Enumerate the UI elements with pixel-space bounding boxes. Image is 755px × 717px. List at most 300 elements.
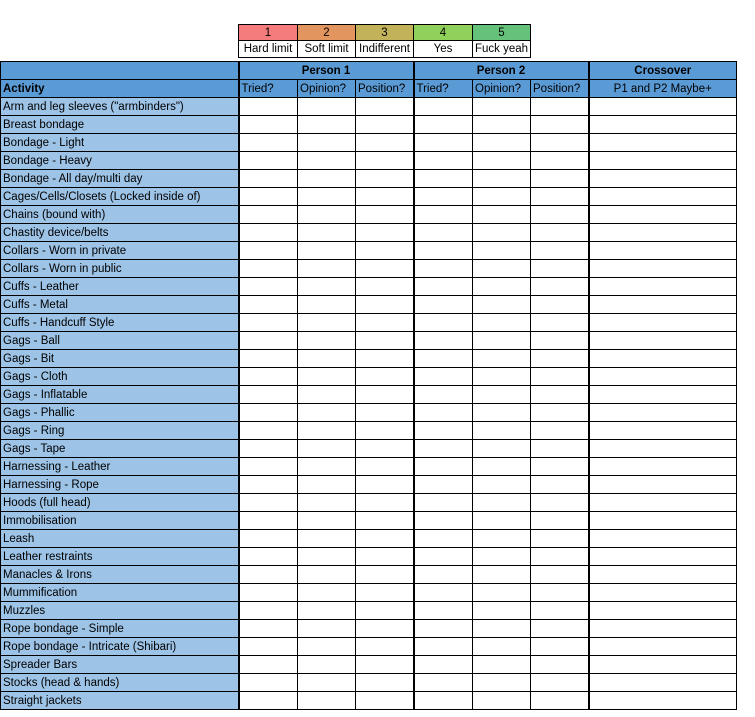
p2-opinion-header[interactable]: Opinion? xyxy=(473,80,531,98)
activity-name-cell[interactable]: Cuffs - Leather xyxy=(1,278,239,296)
crossover-cell[interactable] xyxy=(589,368,737,386)
p2-position-cell[interactable] xyxy=(531,638,589,656)
crossover-cell[interactable] xyxy=(589,242,737,260)
p2-tried-cell[interactable] xyxy=(414,458,473,476)
p1-position-cell[interactable] xyxy=(356,422,414,440)
activity-row xyxy=(1,116,737,134)
crossover-cell[interactable] xyxy=(589,476,737,494)
p2-opinion-cell[interactable] xyxy=(473,620,531,638)
p1-opinion-cell[interactable] xyxy=(298,242,356,260)
p1-opinion-cell[interactable] xyxy=(298,260,356,278)
p2-opinion-cell[interactable] xyxy=(473,494,531,512)
p2-tried-cell[interactable] xyxy=(414,296,473,314)
header-blank-cell[interactable] xyxy=(1,62,239,80)
p1-tried-cell[interactable] xyxy=(239,350,298,368)
p2-position-cell[interactable] xyxy=(531,422,589,440)
p2-opinion-cell[interactable] xyxy=(473,368,531,386)
p1-opinion-cell[interactable] xyxy=(298,278,356,296)
p2-opinion-cell[interactable] xyxy=(473,332,531,350)
p1-tried-cell[interactable] xyxy=(239,368,298,386)
p1-opinion-header[interactable]: Opinion? xyxy=(298,80,356,98)
p1-tried-cell[interactable] xyxy=(239,638,298,656)
p2-position-cell[interactable] xyxy=(531,296,589,314)
p1-opinion-cell[interactable] xyxy=(298,296,356,314)
p1-opinion-cell[interactable] xyxy=(298,638,356,656)
crossover-cell[interactable] xyxy=(589,260,737,278)
p1-opinion-cell[interactable] xyxy=(298,566,356,584)
crossover-cell[interactable] xyxy=(589,188,737,206)
p1-tried-cell[interactable] xyxy=(239,188,298,206)
p2-opinion-cell[interactable] xyxy=(473,458,531,476)
p2-tried-cell[interactable] xyxy=(414,386,473,404)
p2-opinion-cell[interactable] xyxy=(473,260,531,278)
p2-tried-cell[interactable] xyxy=(414,260,473,278)
legend-number-2[interactable]: 2 xyxy=(298,25,356,41)
p1-tried-cell[interactable] xyxy=(239,224,298,242)
activity-name-cell[interactable]: Cages/Cells/Closets (Locked inside of) xyxy=(1,188,239,206)
p1-opinion-cell[interactable] xyxy=(298,548,356,566)
p2-tried-cell[interactable] xyxy=(414,206,473,224)
activity-row xyxy=(1,296,737,314)
p2-opinion-cell[interactable] xyxy=(473,224,531,242)
p1-tried-cell[interactable] xyxy=(239,512,298,530)
p1-tried-cell[interactable] xyxy=(239,548,298,566)
p1-tried-cell[interactable] xyxy=(239,170,298,188)
activity-name-cell[interactable]: Gags - Inflatable xyxy=(1,386,239,404)
p1-position-cell[interactable] xyxy=(356,116,414,134)
p1-opinion-cell[interactable] xyxy=(298,674,356,692)
p2-tried-cell[interactable] xyxy=(414,116,473,134)
p1-tried-cell[interactable] xyxy=(239,332,298,350)
p1-opinion-cell[interactable] xyxy=(298,98,356,116)
activity-row xyxy=(1,692,737,710)
p2-position-cell[interactable] xyxy=(531,548,589,566)
p1-tried-cell[interactable] xyxy=(239,692,298,710)
p1-tried-cell[interactable] xyxy=(239,494,298,512)
p1-position-cell[interactable] xyxy=(356,368,414,386)
p2-position-cell[interactable] xyxy=(531,350,589,368)
p1-opinion-cell[interactable] xyxy=(298,224,356,242)
p1-tried-cell[interactable] xyxy=(239,278,298,296)
p1-opinion-cell[interactable] xyxy=(298,530,356,548)
p1-tried-header[interactable]: Tried? xyxy=(239,80,298,98)
p2-tried-cell[interactable] xyxy=(414,134,473,152)
p1-tried-cell[interactable] xyxy=(239,386,298,404)
p1-position-cell[interactable] xyxy=(356,656,414,674)
p2-opinion-cell[interactable] xyxy=(473,548,531,566)
p2-opinion-cell[interactable] xyxy=(473,134,531,152)
p1-tried-cell[interactable] xyxy=(239,116,298,134)
p1-opinion-cell[interactable] xyxy=(298,602,356,620)
p2-tried-header[interactable]: Tried? xyxy=(414,80,473,98)
p2-opinion-cell[interactable] xyxy=(473,404,531,422)
activity-name-cell[interactable]: Stocks (head & hands) xyxy=(1,674,239,692)
p2-position-cell[interactable] xyxy=(531,332,589,350)
activity-name-cell[interactable]: Bondage - All day/multi day xyxy=(1,170,239,188)
legend-label-1[interactable]: Hard limit xyxy=(239,41,298,58)
p2-position-cell[interactable] xyxy=(531,116,589,134)
p2-tried-cell[interactable] xyxy=(414,512,473,530)
legend-number-4[interactable]: 4 xyxy=(414,25,473,41)
crossover-cell[interactable] xyxy=(589,620,737,638)
activity-name-cell[interactable]: Bondage - Light xyxy=(1,134,239,152)
crossover-cell[interactable] xyxy=(589,440,737,458)
crossover-cell[interactable] xyxy=(589,116,737,134)
crossover-cell[interactable] xyxy=(589,224,737,242)
p2-opinion-cell[interactable] xyxy=(473,602,531,620)
p2-opinion-cell[interactable] xyxy=(473,206,531,224)
p1-opinion-cell[interactable] xyxy=(298,170,356,188)
p2-position-cell[interactable] xyxy=(531,494,589,512)
p1-tried-cell[interactable] xyxy=(239,458,298,476)
p2-tried-cell[interactable] xyxy=(414,188,473,206)
p2-tried-cell[interactable] xyxy=(414,440,473,458)
p2-position-cell[interactable] xyxy=(531,584,589,602)
p1-opinion-cell[interactable] xyxy=(298,350,356,368)
p1-tried-cell[interactable] xyxy=(239,296,298,314)
p1-position-cell[interactable] xyxy=(356,134,414,152)
p2-tried-cell[interactable] xyxy=(414,692,473,710)
crossover-cell[interactable] xyxy=(589,152,737,170)
activity-row xyxy=(1,152,737,170)
activity-name-cell[interactable]: Rope bondage - Intricate (Shibari) xyxy=(1,638,239,656)
p1-opinion-cell[interactable] xyxy=(298,476,356,494)
crossover-cell[interactable] xyxy=(589,278,737,296)
p2-opinion-cell[interactable] xyxy=(473,512,531,530)
p2-position-cell[interactable] xyxy=(531,440,589,458)
p2-position-cell[interactable] xyxy=(531,512,589,530)
p2-opinion-cell[interactable] xyxy=(473,692,531,710)
p2-position-cell[interactable] xyxy=(531,188,589,206)
p1-tried-cell[interactable] xyxy=(239,422,298,440)
activity-name-cell[interactable]: Gags - Bit xyxy=(1,350,239,368)
p1-position-cell[interactable] xyxy=(356,692,414,710)
crossover-cell[interactable] xyxy=(589,584,737,602)
p1-tried-cell[interactable] xyxy=(239,440,298,458)
crossover-cell[interactable] xyxy=(589,692,737,710)
activity-name-cell[interactable]: Collars - Worn in public xyxy=(1,260,239,278)
crossover-cell[interactable] xyxy=(589,674,737,692)
p1-position-cell[interactable] xyxy=(356,314,414,332)
p2-opinion-cell[interactable] xyxy=(473,530,531,548)
activity-name-cell[interactable]: Rope bondage - Simple xyxy=(1,620,239,638)
p1-position-cell[interactable] xyxy=(356,224,414,242)
p1-position-cell[interactable] xyxy=(356,170,414,188)
p2-tried-cell[interactable] xyxy=(414,314,473,332)
p2-opinion-cell[interactable] xyxy=(473,296,531,314)
p2-position-cell[interactable] xyxy=(531,152,589,170)
p2-opinion-cell[interactable] xyxy=(473,314,531,332)
p2-tried-cell[interactable] xyxy=(414,170,473,188)
p1-position-cell[interactable] xyxy=(356,458,414,476)
p1-position-cell[interactable] xyxy=(356,296,414,314)
activity-name-cell[interactable]: Mummification xyxy=(1,584,239,602)
p1-tried-cell[interactable] xyxy=(239,152,298,170)
p2-opinion-cell[interactable] xyxy=(473,152,531,170)
p2-tried-cell[interactable] xyxy=(414,566,473,584)
p2-position-cell[interactable] xyxy=(531,260,589,278)
crossover-cell[interactable] xyxy=(589,206,737,224)
p1-opinion-cell[interactable] xyxy=(298,584,356,602)
p2-opinion-cell[interactable] xyxy=(473,242,531,260)
activity-name-cell[interactable]: Gags - Tape xyxy=(1,440,239,458)
activity-name-cell[interactable]: Cuffs - Metal xyxy=(1,296,239,314)
activity-name-cell[interactable]: Breast bondage xyxy=(1,116,239,134)
crossover-cell[interactable] xyxy=(589,656,737,674)
p2-position-cell[interactable] xyxy=(531,314,589,332)
p2-position-cell[interactable] xyxy=(531,134,589,152)
p1-opinion-cell[interactable] xyxy=(298,404,356,422)
p1-tried-cell[interactable] xyxy=(239,476,298,494)
activity-name-cell[interactable]: Chastity device/belts xyxy=(1,224,239,242)
crossover-cell[interactable] xyxy=(589,512,737,530)
p2-opinion-cell[interactable] xyxy=(473,476,531,494)
p1-position-header[interactable]: Position? xyxy=(356,80,414,98)
p2-tried-cell[interactable] xyxy=(414,548,473,566)
p2-tried-cell[interactable] xyxy=(414,278,473,296)
legend-label-2[interactable]: Soft limit xyxy=(298,41,356,58)
activity-name-cell[interactable]: Hoods (full head) xyxy=(1,494,239,512)
p2-opinion-cell[interactable] xyxy=(473,584,531,602)
crossover-cell[interactable] xyxy=(589,548,737,566)
p2-position-cell[interactable] xyxy=(531,368,589,386)
p2-position-cell[interactable] xyxy=(531,458,589,476)
crossover-cell[interactable] xyxy=(589,314,737,332)
p1-position-cell[interactable] xyxy=(356,512,414,530)
p1-tried-cell[interactable] xyxy=(239,98,298,116)
p2-tried-cell[interactable] xyxy=(414,494,473,512)
activity-name-cell[interactable]: Chains (bound with) xyxy=(1,206,239,224)
activity-name-cell[interactable]: Spreader Bars xyxy=(1,656,239,674)
p1-position-cell[interactable] xyxy=(356,278,414,296)
activity-name-cell[interactable]: Gags - Phallic xyxy=(1,404,239,422)
activity-column-header[interactable]: Activity xyxy=(1,80,239,98)
p1-tried-cell[interactable] xyxy=(239,134,298,152)
p1-tried-cell[interactable] xyxy=(239,206,298,224)
p1-tried-cell[interactable] xyxy=(239,530,298,548)
crossover-cell[interactable] xyxy=(589,98,737,116)
activity-name-cell[interactable]: Straight jackets xyxy=(1,692,239,710)
p2-position-header[interactable]: Position? xyxy=(531,80,589,98)
p2-opinion-cell[interactable] xyxy=(473,440,531,458)
p2-position-cell[interactable] xyxy=(531,566,589,584)
p2-opinion-cell[interactable] xyxy=(473,116,531,134)
p2-opinion-cell[interactable] xyxy=(473,350,531,368)
p1-opinion-cell[interactable] xyxy=(298,152,356,170)
p1-tried-cell[interactable] xyxy=(239,260,298,278)
p2-opinion-cell[interactable] xyxy=(473,656,531,674)
crossover-cell[interactable] xyxy=(589,566,737,584)
p1-position-cell[interactable] xyxy=(356,530,414,548)
p1-position-cell[interactable] xyxy=(356,350,414,368)
p1-tried-cell[interactable] xyxy=(239,620,298,638)
p2-position-cell[interactable] xyxy=(531,386,589,404)
p1-opinion-cell[interactable] xyxy=(298,134,356,152)
p1-position-cell[interactable] xyxy=(356,98,414,116)
activity-name-cell[interactable]: Collars - Worn in private xyxy=(1,242,239,260)
crossover-cell[interactable] xyxy=(589,530,737,548)
p2-position-cell[interactable] xyxy=(531,692,589,710)
p2-opinion-cell[interactable] xyxy=(473,638,531,656)
crossover-cell[interactable] xyxy=(589,332,737,350)
activity-name-cell[interactable]: Manacles & Irons xyxy=(1,566,239,584)
p2-opinion-cell[interactable] xyxy=(473,188,531,206)
crossover-cell[interactable] xyxy=(589,350,737,368)
crossover-cell[interactable] xyxy=(589,458,737,476)
p2-tried-cell[interactable] xyxy=(414,422,473,440)
p1-position-cell[interactable] xyxy=(356,206,414,224)
p1-position-cell[interactable] xyxy=(356,188,414,206)
p1-opinion-cell[interactable] xyxy=(298,116,356,134)
p1-opinion-cell[interactable] xyxy=(298,386,356,404)
p2-opinion-cell[interactable] xyxy=(473,386,531,404)
p1-opinion-cell[interactable] xyxy=(298,656,356,674)
legend-label-4[interactable]: Yes xyxy=(414,41,473,58)
p2-tried-cell[interactable] xyxy=(414,602,473,620)
legend-number-5[interactable]: 5 xyxy=(473,25,531,41)
activity-name-cell[interactable]: Gags - Cloth xyxy=(1,368,239,386)
crossover-cell[interactable] xyxy=(589,638,737,656)
p2-tried-cell[interactable] xyxy=(414,584,473,602)
p2-opinion-cell[interactable] xyxy=(473,98,531,116)
p1-opinion-cell[interactable] xyxy=(298,458,356,476)
p2-tried-cell[interactable] xyxy=(414,98,473,116)
p1-position-cell[interactable] xyxy=(356,260,414,278)
p1-tried-cell[interactable] xyxy=(239,566,298,584)
p1-tried-cell[interactable] xyxy=(239,242,298,260)
crossover-subheader[interactable]: P1 and P2 Maybe+ xyxy=(589,80,737,98)
p2-position-cell[interactable] xyxy=(531,170,589,188)
p1-position-cell[interactable] xyxy=(356,494,414,512)
activity-name-cell[interactable]: Gags - Ring xyxy=(1,422,239,440)
activity-name-cell[interactable]: Cuffs - Handcuff Style xyxy=(1,314,239,332)
p2-opinion-cell[interactable] xyxy=(473,170,531,188)
p2-opinion-cell[interactable] xyxy=(473,674,531,692)
p1-opinion-cell[interactable] xyxy=(298,440,356,458)
crossover-cell[interactable] xyxy=(589,494,737,512)
activity-name-cell[interactable]: Harnessing - Rope xyxy=(1,476,239,494)
crossover-cell[interactable] xyxy=(589,170,737,188)
crossover-cell[interactable] xyxy=(589,134,737,152)
activity-row xyxy=(1,512,737,530)
p1-position-cell[interactable] xyxy=(356,638,414,656)
person1-header[interactable]: Person 1 xyxy=(239,62,414,80)
p2-tried-cell[interactable] xyxy=(414,656,473,674)
legend-number-3[interactable]: 3 xyxy=(356,25,414,41)
p1-position-cell[interactable] xyxy=(356,620,414,638)
p1-opinion-cell[interactable] xyxy=(298,692,356,710)
p1-opinion-cell[interactable] xyxy=(298,188,356,206)
p1-opinion-cell[interactable] xyxy=(298,422,356,440)
crossover-cell[interactable] xyxy=(589,296,737,314)
p2-tried-cell[interactable] xyxy=(414,152,473,170)
p1-tried-cell[interactable] xyxy=(239,584,298,602)
p1-position-cell[interactable] xyxy=(356,152,414,170)
p1-position-cell[interactable] xyxy=(356,548,414,566)
p2-position-cell[interactable] xyxy=(531,98,589,116)
p2-tried-cell[interactable] xyxy=(414,242,473,260)
p2-opinion-cell[interactable] xyxy=(473,566,531,584)
p1-tried-cell[interactable] xyxy=(239,404,298,422)
p1-position-cell[interactable] xyxy=(356,386,414,404)
p2-position-cell[interactable] xyxy=(531,206,589,224)
p2-position-cell[interactable] xyxy=(531,602,589,620)
p2-tried-cell[interactable] xyxy=(414,530,473,548)
p2-position-cell[interactable] xyxy=(531,278,589,296)
p1-position-cell[interactable] xyxy=(356,674,414,692)
crossover-cell[interactable] xyxy=(589,386,737,404)
p2-position-cell[interactable] xyxy=(531,530,589,548)
crossover-header[interactable]: Crossover xyxy=(589,62,737,80)
p1-opinion-cell[interactable] xyxy=(298,512,356,530)
p1-tried-cell[interactable] xyxy=(239,602,298,620)
crossover-cell[interactable] xyxy=(589,422,737,440)
p1-position-cell[interactable] xyxy=(356,404,414,422)
p2-opinion-cell[interactable] xyxy=(473,278,531,296)
p2-tried-cell[interactable] xyxy=(414,638,473,656)
p2-tried-cell[interactable] xyxy=(414,674,473,692)
p2-position-cell[interactable] xyxy=(531,620,589,638)
p2-tried-cell[interactable] xyxy=(414,332,473,350)
p1-position-cell[interactable] xyxy=(356,242,414,260)
p2-tried-cell[interactable] xyxy=(414,620,473,638)
activity-name-cell[interactable]: Gags - Ball xyxy=(1,332,239,350)
p2-position-cell[interactable] xyxy=(531,404,589,422)
p1-position-cell[interactable] xyxy=(356,440,414,458)
activity-name-cell[interactable]: Leash xyxy=(1,530,239,548)
p1-tried-cell[interactable] xyxy=(239,656,298,674)
p1-position-cell[interactable] xyxy=(356,476,414,494)
activity-name-cell[interactable]: Bondage - Heavy xyxy=(1,152,239,170)
p1-opinion-cell[interactable] xyxy=(298,332,356,350)
crossover-cell[interactable] xyxy=(589,602,737,620)
p2-position-cell[interactable] xyxy=(531,476,589,494)
p1-position-cell[interactable] xyxy=(356,332,414,350)
activity-name-cell[interactable]: Harnessing - Leather xyxy=(1,458,239,476)
activity-name-cell[interactable]: Leather restraints xyxy=(1,548,239,566)
activity-name-cell[interactable]: Immobilisation xyxy=(1,512,239,530)
p1-opinion-cell[interactable] xyxy=(298,206,356,224)
p2-position-cell[interactable] xyxy=(531,242,589,260)
p2-opinion-cell[interactable] xyxy=(473,422,531,440)
p1-opinion-cell[interactable] xyxy=(298,620,356,638)
activity-name-cell[interactable]: Muzzles xyxy=(1,602,239,620)
p2-tried-cell[interactable] xyxy=(414,476,473,494)
p2-tried-cell[interactable] xyxy=(414,350,473,368)
p1-opinion-cell[interactable] xyxy=(298,368,356,386)
crossover-cell[interactable] xyxy=(589,404,737,422)
activity-name-cell[interactable]: Arm and leg sleeves ("armbinders") xyxy=(1,98,239,116)
legend-number-1[interactable]: 1 xyxy=(239,25,298,41)
p1-position-cell[interactable] xyxy=(356,584,414,602)
p2-tried-cell[interactable] xyxy=(414,368,473,386)
legend-label-3[interactable]: Indifferent xyxy=(356,41,414,58)
activity-row xyxy=(1,332,737,350)
p1-position-cell[interactable] xyxy=(356,566,414,584)
p1-position-cell[interactable] xyxy=(356,602,414,620)
p2-tried-cell[interactable] xyxy=(414,404,473,422)
p1-tried-cell[interactable] xyxy=(239,674,298,692)
p2-tried-cell[interactable] xyxy=(414,224,473,242)
person2-header[interactable]: Person 2 xyxy=(414,62,589,80)
p1-opinion-cell[interactable] xyxy=(298,314,356,332)
p2-position-cell[interactable] xyxy=(531,674,589,692)
p2-position-cell[interactable] xyxy=(531,224,589,242)
p1-opinion-cell[interactable] xyxy=(298,494,356,512)
legend-label-5[interactable]: Fuck yeah xyxy=(473,41,531,58)
p2-position-cell[interactable] xyxy=(531,656,589,674)
p1-tried-cell[interactable] xyxy=(239,314,298,332)
